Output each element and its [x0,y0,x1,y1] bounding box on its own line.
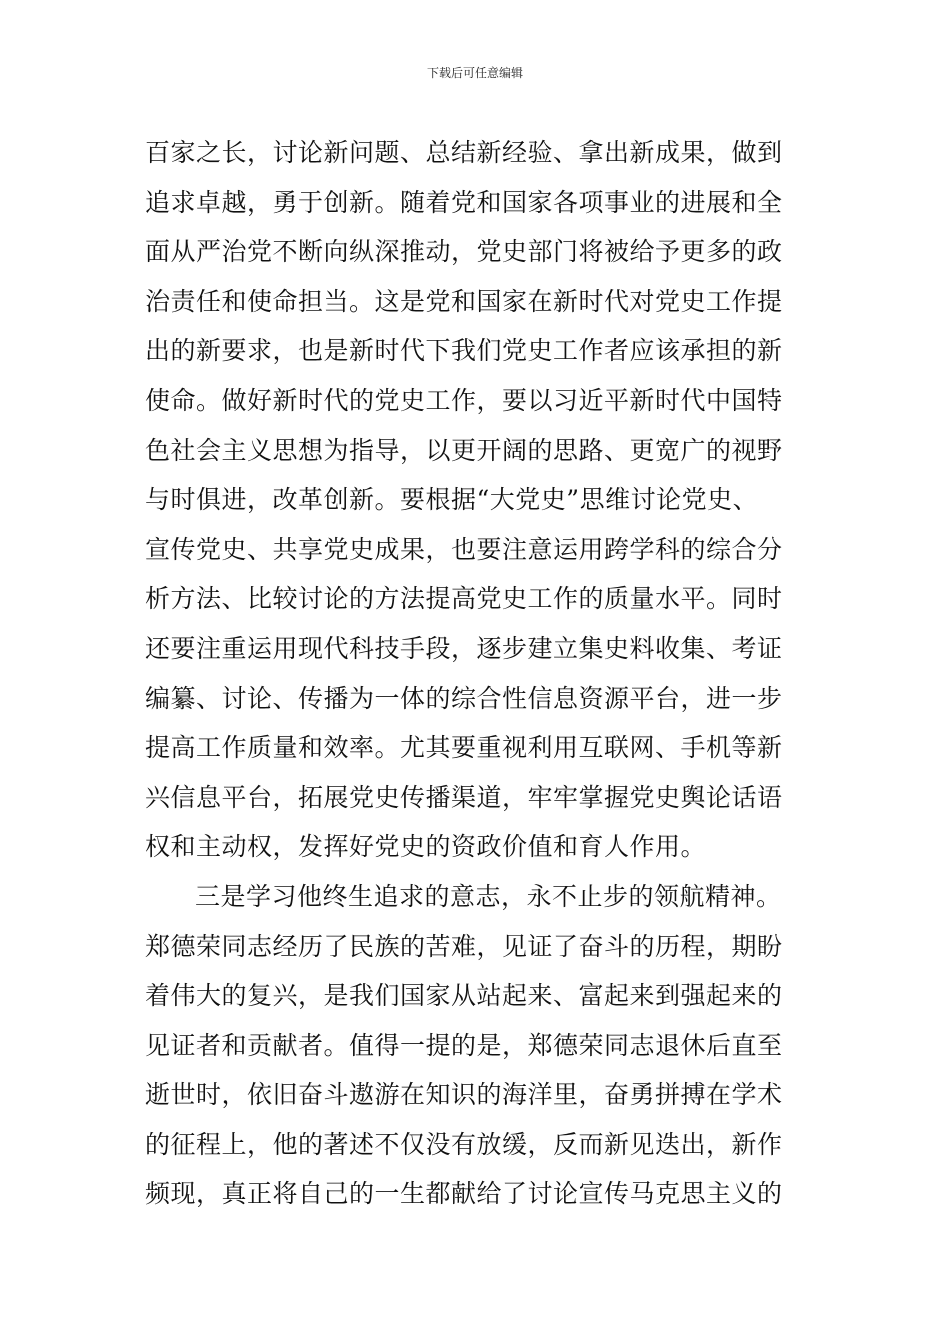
text-line: 治责任和使命担当。这是党和国家在新时代对党史工作提 [145,286,783,316]
text-line: 出的新要求，也是新时代下我们党史工作者应该承担的新 [145,336,783,366]
text-line: 提高工作质量和效率。尤其要重视利用互联网、手机等新 [145,733,783,763]
paragraph-start-line: 三是学习他终生追求的意志，永不止步的领航精神。 [195,881,782,911]
text-line: 着伟大的复兴，是我们国家从站起来、富起来到强起来的 [145,981,783,1011]
text-line: 见证者和贡献者。值得一提的是，郑德荣同志退休后直至 [145,1030,783,1060]
text-line: 面从严治党不断向纵深推动，党史部门将被给予更多的政 [145,237,783,267]
text-line: 宣传党史、共享党史成果，也要注意运用跨学科的综合分 [145,534,783,564]
document-body [145,128,809,1219]
text-line: 析方法、比较讨论的方法提高党史工作的质量水平。同时 [145,584,783,614]
text-line: 使命。做好新时代的党史工作，要以习近平新时代中国特 [145,385,783,415]
text-line: 频现，真正将自己的一生都献给了讨论宣传马克思主义的 [145,1179,783,1209]
text-line: 编纂、讨论、传播为一体的综合性信息资源平台，进一步 [145,683,783,713]
text-line: 的征程上，他的著述不仅没有放缓，反而新见迭出，新作 [145,1129,783,1159]
text-line: 追求卓越，勇于创新。随着党和国家各项事业的进展和全 [145,187,783,217]
text-line: 权和主动权，发挥好党史的资政价值和育人作用。 [145,832,707,862]
text-line: 郑德荣同志经历了民族的苦难，见证了奋斗的历程，期盼 [145,931,783,961]
text-line: 逝世时，依旧奋斗遨游在知识的海洋里，奋勇拼搏在学术 [145,1080,783,1110]
text-line: 百家之长，讨论新问题、总结新经验、拿出新成果，做到 [145,138,783,167]
text-line: 与时俱进，改革创新。要根据“大党史”思维讨论党史、 [145,485,759,515]
text-line: 兴信息平台，拓展党史传播渠道，牢牢掌握党史舆论话语 [145,782,783,812]
text-line: 还要注重运用现代科技手段，逐步建立集史料收集、考证 [145,633,783,663]
text-line: 色社会主义思想为指导，以更开阔的思路、更宽广的视野 [145,435,783,465]
page-header: 下载后可任意编辑 [426,66,523,80]
